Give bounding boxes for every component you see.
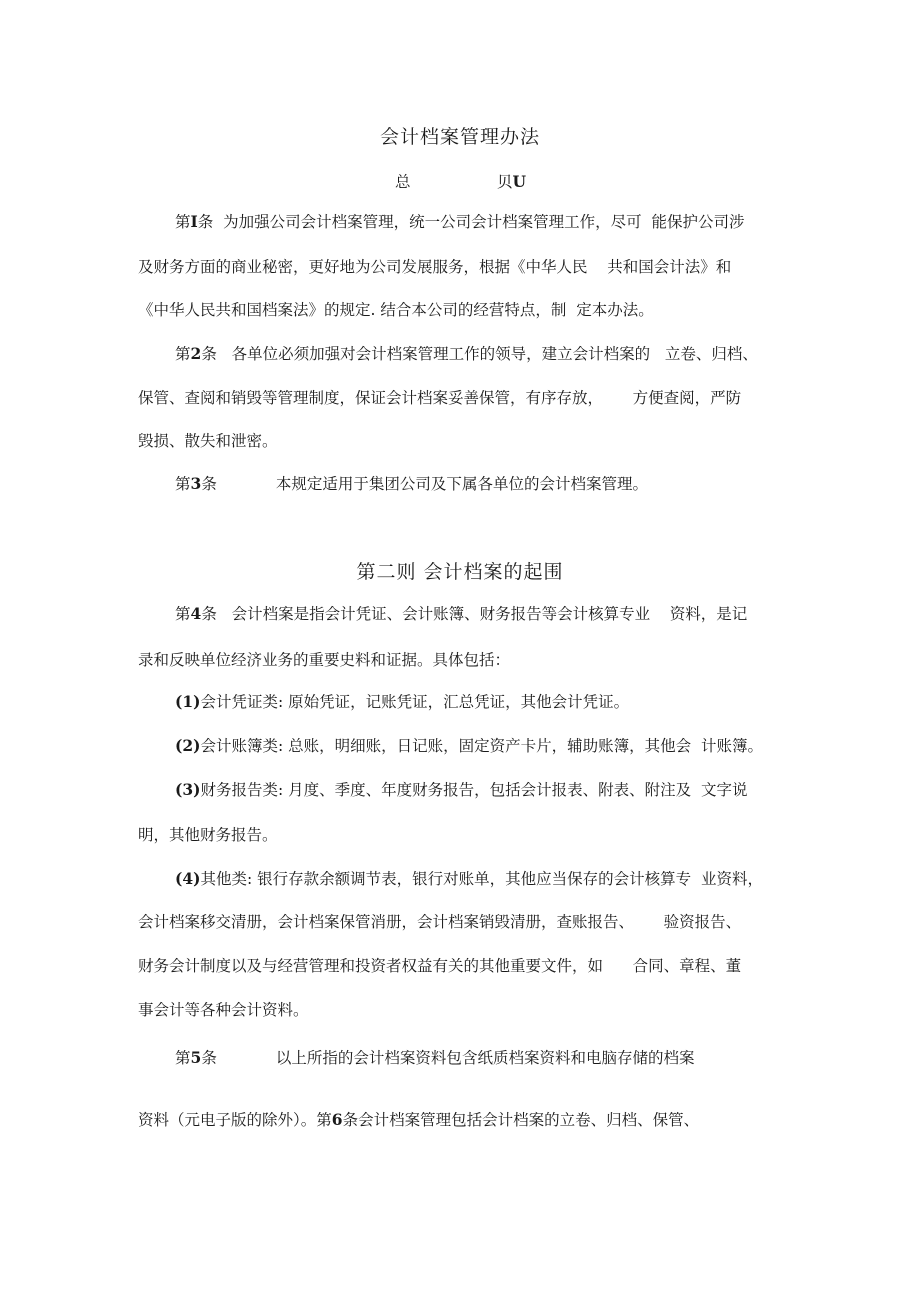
list-item-2-text: 会计账簿类: 总账，明细账，日记账，固定资产卡片，辅助账簿，其他会 计账簿。 <box>200 737 763 755</box>
list-item-3-number: (3) <box>175 780 201 799</box>
article-2-line-2: 保管、查阅和销毁等管理制度，保证会计档案妥善保管，有序存放， 方便查阅，严防 <box>138 389 742 407</box>
article-2-number: 2 <box>190 344 202 363</box>
list-item-3-text: 财务报告类: 月度、季度、年度财务报告，包括会计报表、附表、附注及 文字说 <box>200 781 748 799</box>
list-item-4-line-1 <box>175 869 763 889</box>
list-item-4-line-2: 会计档案移交清册，会计档案保管消册，会计档案销毁清册，查账报告、 验资报告、 <box>138 913 742 931</box>
article-1-number: I <box>190 212 198 231</box>
article-2-line-3: 毁损、散失和泄密。 <box>138 432 278 450</box>
article-1-line-3: 《中华人民共和国档案法》的规定. 结合本公司的经营特点，制 定本办法。 <box>138 301 654 319</box>
article-5-text: 条 以上所指的会计档案资料包含纸质档案资料和电脑存储的档案 <box>201 1049 695 1067</box>
article-2-line-1 <box>175 344 758 364</box>
list-item-1-text: 会计凭证类: 原始凭证，记账凭证，汇总凭证，其他会计凭证。 <box>200 693 630 711</box>
chapter1-left: 总 <box>395 173 411 191</box>
article-4-line-1 <box>175 604 747 624</box>
document-title: 会计档案管理办法 <box>379 126 540 148</box>
article-4-prefix: 第 <box>175 605 191 623</box>
list-item-1-number: (1) <box>175 692 201 711</box>
article-3-line-1 <box>175 474 648 494</box>
list-item-1 <box>175 692 629 712</box>
article-6-number: 6 <box>331 1110 343 1129</box>
article-1-prefix: 第 <box>175 213 191 231</box>
chapter1-right-bold: U <box>512 172 527 191</box>
list-item-3-line-1 <box>175 780 747 800</box>
article-3-number: 3 <box>190 474 202 493</box>
list-item-4-number: (4) <box>175 869 201 888</box>
last-line-part-2: 条会计档案管理包括会计档案的立卷、归档、保管、 <box>342 1111 700 1129</box>
article-5-line-1 <box>175 1048 694 1068</box>
article-1-line-1 <box>175 212 745 232</box>
list-item-2 <box>175 736 763 756</box>
article-5-number: 5 <box>190 1048 202 1067</box>
article-3-prefix: 第 <box>175 475 191 493</box>
article-5-prefix: 第 <box>175 1049 191 1067</box>
article-4-text: 条 会计档案是指会计凭证、会计账簿、财务报告等会计核算专业 资料，是记 <box>201 605 748 623</box>
list-item-3-line-2: 明，其他财务报告。 <box>138 826 278 844</box>
article-3-text: 条 本规定适用于集团公司及下属各单位的会计档案管理。 <box>201 475 648 493</box>
list-item-4-text: 其他类: 银行存款余额调节表，银行对账单，其他应当保存的会计核算专 业资料， <box>200 870 763 888</box>
article-1-line-2: 及财务方面的商业秘密，更好地为公司发展服务，根据《中华人民 共和国会计法》和 <box>138 258 732 276</box>
chapter1-right-char: 贝 <box>497 173 513 191</box>
article-2-text: 条 各单位必须加强对会计档案管理工作的领导，建立会计档案的 立卷、归档、 <box>201 345 758 363</box>
article-2-prefix: 第 <box>175 345 191 363</box>
chapter2-title: 第二则 会计档案的起围 <box>356 561 564 583</box>
article-4-line-2: 录和反映单位经济业务的重要史料和证据。具体包括： <box>138 651 511 669</box>
last-line-part-1: 资料（元电子版的除外）。第 <box>138 1111 332 1129</box>
chapter1-right <box>497 170 526 192</box>
article-4-number: 4 <box>190 604 202 623</box>
list-item-4-line-4: 事会计等各种会计资料。 <box>138 1001 309 1019</box>
list-item-2-number: (2) <box>175 736 201 755</box>
list-item-4-line-3: 财务会计制度以及与经营管理和投资者权益有关的其他重要文件，如 合同、章程、董 <box>138 957 742 975</box>
last-line <box>138 1110 699 1130</box>
article-1-text: 条 为加强公司会计档案管理，统一公司会计档案管理工作，尽可 能保护公司涉 <box>197 213 745 231</box>
